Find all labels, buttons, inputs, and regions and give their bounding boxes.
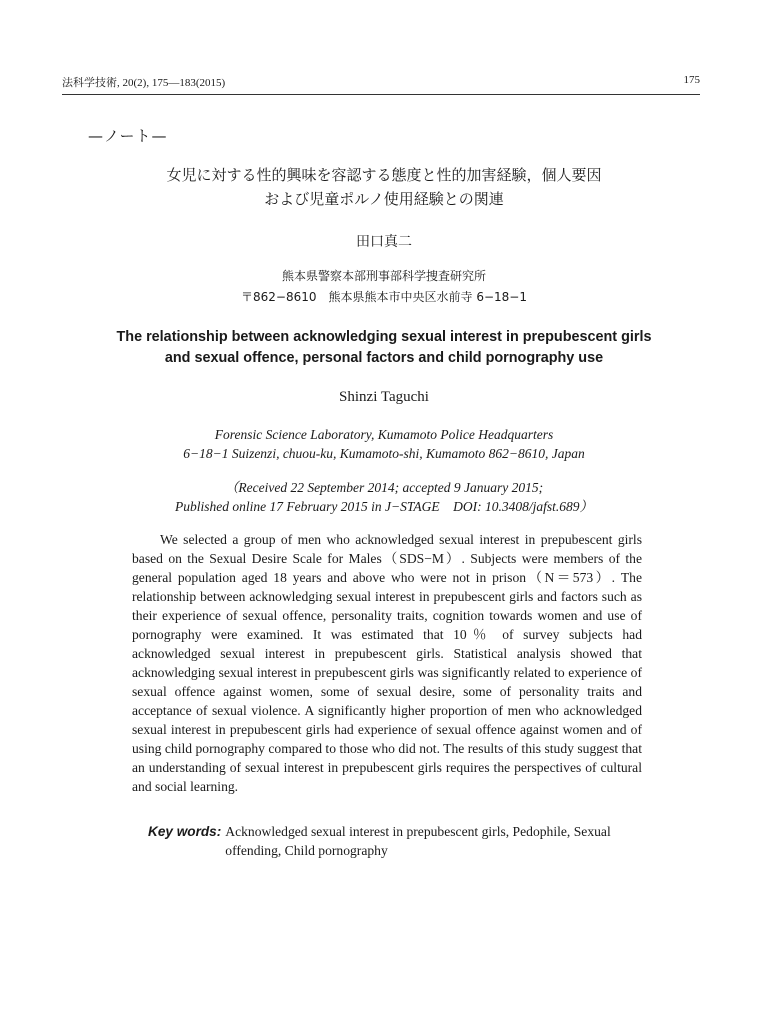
journal-citation: 法科学技術, 20(2), 175—183(2015) bbox=[62, 77, 226, 89]
english-title-line2: and sexual offence, personal factors and child pornography use bbox=[164, 350, 604, 366]
japanese-title-line1: 女児に対する性的興味を容認する態度と性的加害経験，個人要因 bbox=[166, 166, 602, 184]
page-number: 175 bbox=[683, 74, 700, 86]
japanese-title bbox=[0, 163, 768, 211]
english-affiliation-line1: Forensic Science Laboratory, Kumamoto Police Headquarters bbox=[214, 427, 554, 442]
japanese-affiliation-line2: 〒862−8610 熊本県熊本市中央区水前寺 6−18−1 bbox=[241, 290, 527, 304]
english-affiliation bbox=[0, 425, 768, 463]
publication-dates bbox=[0, 478, 768, 516]
dates-line1: （Received 22 September 2014; accepted 9 January 2015; bbox=[224, 480, 544, 495]
english-author: Shinzi Taguchi bbox=[339, 389, 429, 405]
english-affiliation-line2: 6−18−1 Suizenzi, chuou-ku, Kumamoto-shi, Kumamoto 862−8610, Japan bbox=[183, 446, 585, 461]
keywords-label: Key words: bbox=[148, 824, 222, 839]
abstract-text: We selected a group of men who acknowledged sexual interest in prepubescent girls based on the Sexual Desire Scale for Males（SDS−M）. Subjects were members of the general population aged 18 years and above who were not in prison（N＝573）. The relationship between acknowledging sexual interest in prepubescent girls and factors such as their experience of sexual offence, personality traits, cognition towards women and use of pornography were examined. It was estimated that 10％ of survey subjects had acknowledged sexual interest in prepubescent girls. Statistical analysis showed that acknowledging sexual interest in prepubescent girls was significantly related to experience of sexual offence against women, some of sexual desire, some of personality traits and acceptance of sexual violence. A significantly higher proportion of men who acknowledged sexual interest in prepubescent girls had experience of sexual offence against women and of using child pornography compared to those who did not. The results of this study suggest that an understanding of sexual interest in prepubescent girls requires the perspectives of cultural and social learning. bbox=[132, 532, 642, 794]
japanese-affiliation-line1: 熊本県警察本部刑事部科学捜査研究所 bbox=[281, 269, 486, 283]
note-label: —ノート— bbox=[88, 127, 168, 145]
japanese-affiliation bbox=[0, 266, 768, 308]
keywords bbox=[148, 822, 644, 860]
dates-line2: Published online 17 February 2015 in J−STAGE DOI: 10.3408/jafst.689） bbox=[175, 499, 593, 514]
japanese-author: 田口真二 bbox=[356, 234, 412, 250]
running-header bbox=[62, 74, 700, 90]
japanese-title-line2: および児童ポルノ使用経験との関連 bbox=[264, 190, 504, 208]
header-rule bbox=[62, 94, 700, 95]
english-title-line1: The relationship between acknowledging sexual interest in prepubescent girls bbox=[116, 329, 652, 345]
english-title bbox=[60, 327, 708, 369]
keywords-text: Acknowledged sexual interest in prepubescent girls, Pedophile, Sexual offending, Child pornography bbox=[225, 824, 611, 858]
